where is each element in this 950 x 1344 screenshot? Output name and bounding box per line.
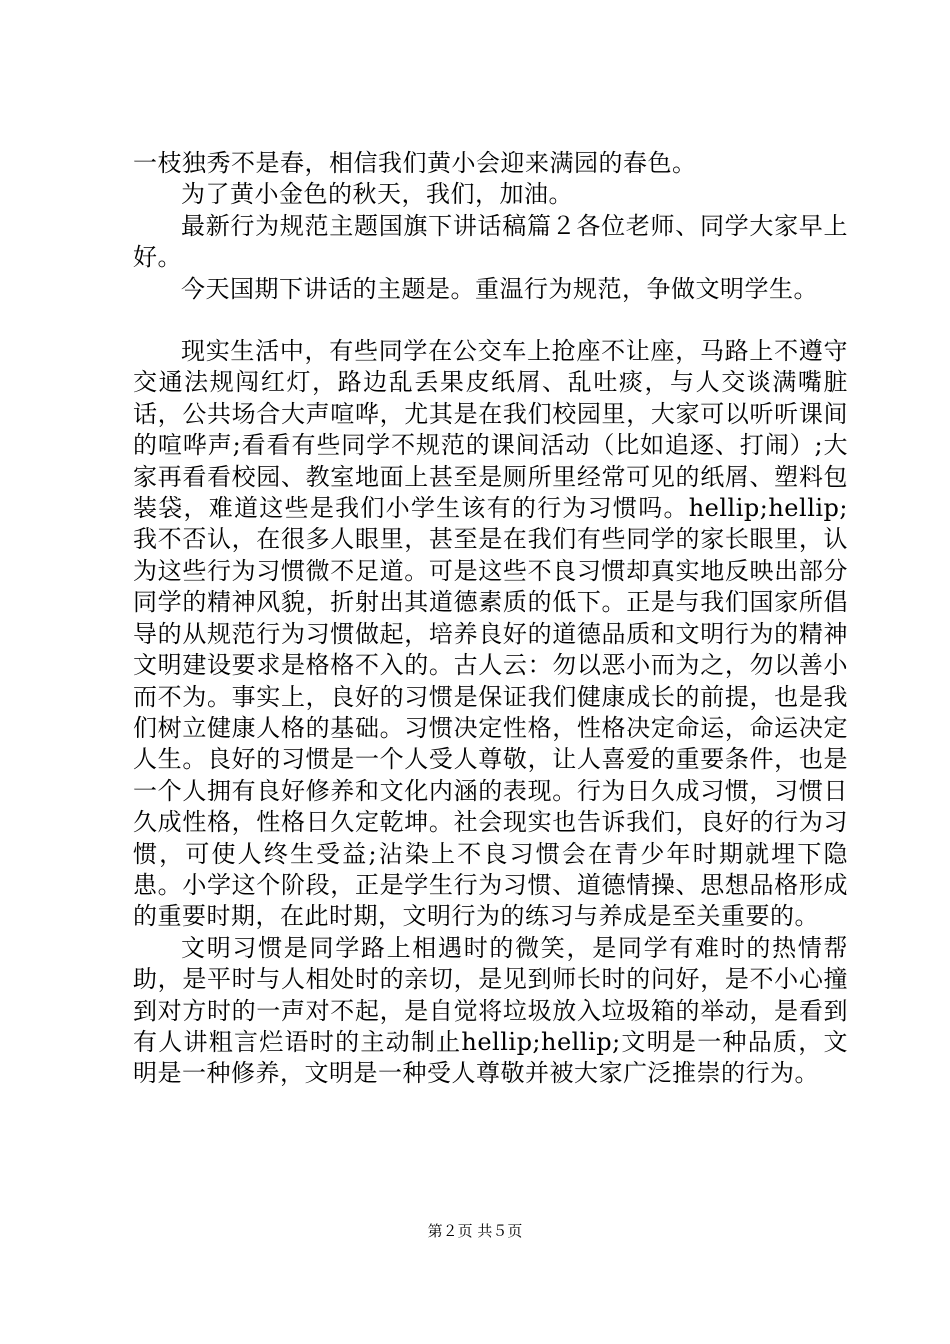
paragraph-spacer xyxy=(133,305,848,336)
page-number-footer: 第２页 共５页 xyxy=(427,1222,523,1240)
paragraph: 最新行为规范主题国旗下讲话稿篇２各位老师、同学大家早上好。 xyxy=(133,211,848,272)
paragraph: 文明习惯是同学路上相遇时的微笑，是同学有难时的热情帮助，是平时与人相处时的亲切，是见到师长时的问好，是不小心撞到对方时的一声对不起，是自觉将垃圾放入垃圾箱的举动，是看到有人讲粗言烂语时的主动制止hellip;hellip;文明是一种品质，文明是一种修养，文明是一种受人尊敬并被大家广泛推崇的行为。 xyxy=(133,933,848,1088)
paragraph: 今天国期下讲话的主题是。重温行为规范，争做文明学生。 xyxy=(181,274,818,303)
paragraph: 一枝独秀不是春，相信我们黄小会迎来满园的春色。 xyxy=(133,149,697,177)
document-body xyxy=(133,148,848,1090)
paragraph: 为了黄小金色的秋天，我们，加油。 xyxy=(181,180,573,209)
paragraph: 现实生活中，有些同学在公交车上抢座不让座，马路上不遵守交通法规闯红灯，路边乱丢果皮纸屑、乱吐痰，与人交谈满嘴脏话，公共场合大声喧哗，尤其是在我们校园里，大家可以听听课间的喧哗声;看看有些同学不规范的课间活动（比如追逐、打闹）;大家再看看校园、教室地面上甚至是厕所里经常可见的纸屑、塑料包装袋，难道这些是我们小学生该有的行为习惯吗。hellip;hellip;我不否认，在很多人眼里，甚至是在我们有些同学的家长眼里，认为这些行为习惯微不足道。可是这些不良习惯却真实地反映出部分同学的精神风貌，折射出其道德素质的低下。正是与我们国家所倡导的从规范行为习惯做起，培养良好的道德品质和文明行为的精神文明建设要求是格格不入的。古人云：勿以恶小而为之，勿以善小而不为。事实上，良好的习惯是保证我们健康成长的前提，也是我们树立健康人格的基础。习惯决定性格，性格决定命运，命运决定人生。良好的习惯是一个人受人尊敬，让人喜爱的重要条件，也是一个人拥有良好修养和文化内涵的表现。行为日久成习惯，习惯日久成性格，性格日久定乾坤。社会现实也告诉我们，良好的行为习惯，可使人终生受益;沾染上不良习惯会在青少年时期就埋下隐患。小学这个阶段，正是学生行为习惯、道德情操、思想品格形成的重要时期，在此时期，文明行为的练习与养成是至关重要的。 xyxy=(133,337,848,931)
